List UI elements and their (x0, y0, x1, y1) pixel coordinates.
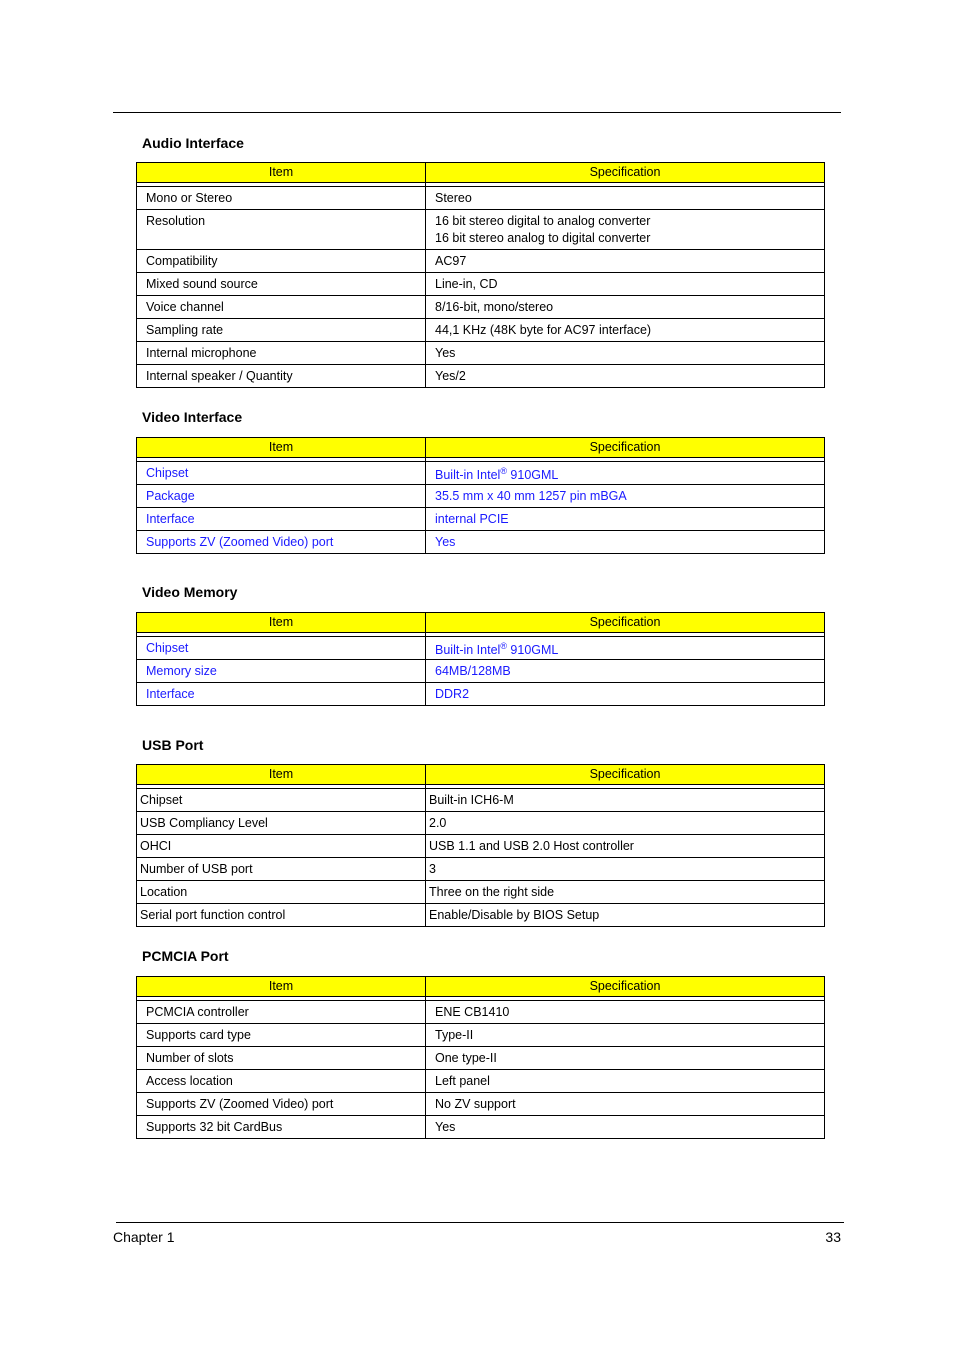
audio-interface-title: Audio Interface (142, 135, 244, 151)
table-row: Number of USB port 3 (137, 858, 825, 881)
table-row: Internal microphone Yes (137, 342, 825, 365)
table-row: PCMCIA controller ENE CB1410 (137, 1001, 825, 1024)
specification-header: Specification (426, 438, 825, 458)
specification-header: Specification (426, 163, 825, 183)
table-row: Interface internal PCIE (137, 508, 825, 531)
video-interface-table (136, 437, 825, 554)
table-row: Supports ZV (Zoomed Video) port No ZV support (137, 1093, 825, 1116)
table-row: Number of slots One type-II (137, 1047, 825, 1070)
table-row: Location Three on the right side (137, 881, 825, 904)
audio-interface-table (136, 162, 825, 388)
usb-port-title: USB Port (142, 737, 204, 753)
registered-mark: ® (500, 640, 507, 651)
item-header: Item (137, 977, 426, 997)
table-row: Compatibility AC97 (137, 250, 825, 273)
item-header: Item (137, 613, 426, 633)
specification-header: Specification (426, 613, 825, 633)
table-row: Mono or Stereo Stereo (137, 187, 825, 210)
item-header: Item (137, 438, 426, 458)
table-row: Internal speaker / Quantity Yes/2 (137, 365, 825, 388)
table-row: Serial port function control Enable/Disable by BIOS Setup (137, 904, 825, 927)
pcmcia-port-table (136, 976, 825, 1139)
specification-header: Specification (426, 765, 825, 785)
footer-page-number: 33 (825, 1229, 841, 1245)
table-row: Resolution 16 bit stereo digital to analog converter 16 bit stereo analog to digital converter (137, 210, 825, 250)
table-row: Memory size 64MB/128MB (137, 660, 825, 683)
table-row: Access location Left panel (137, 1070, 825, 1093)
item-header: Item (137, 163, 426, 183)
table-row: Package 35.5 mm x 40 mm 1257 pin mBGA (137, 485, 825, 508)
pcmcia-port-title: PCMCIA Port (142, 948, 229, 964)
table-row: OHCI USB 1.1 and USB 2.0 Host controller (137, 835, 825, 858)
video-memory-table (136, 612, 825, 706)
table-row: Interface DDR2 (137, 683, 825, 706)
video-interface-title: Video Interface (142, 409, 243, 425)
table-row: Sampling rate 44,1 KHz (48K byte for AC97 interface) (137, 319, 825, 342)
table-row: Supports card type Type-II (137, 1024, 825, 1047)
specification-header: Specification (426, 977, 825, 997)
item-header: Item (137, 765, 426, 785)
table-row: Chipset Built-in Intel® 910GML (137, 462, 825, 485)
table-row: Voice channel 8/16-bit, mono/stereo (137, 296, 825, 319)
table-row: Chipset Built-in ICH6-M (137, 789, 825, 812)
table-row: Mixed sound source Line-in, CD (137, 273, 825, 296)
footer-rule (116, 1222, 844, 1223)
table-row: Supports ZV (Zoomed Video) port Yes (137, 531, 825, 554)
footer-chapter: Chapter 1 (113, 1229, 175, 1245)
table-row: Supports 32 bit CardBus Yes (137, 1116, 825, 1139)
top-rule (113, 112, 841, 113)
usb-port-table (136, 764, 825, 927)
table-row: Chipset Built-in Intel® 910GML (137, 637, 825, 660)
registered-mark: ® (500, 465, 507, 476)
video-memory-title: Video Memory (142, 584, 238, 600)
table-row: USB Compliancy Level 2.0 (137, 812, 825, 835)
